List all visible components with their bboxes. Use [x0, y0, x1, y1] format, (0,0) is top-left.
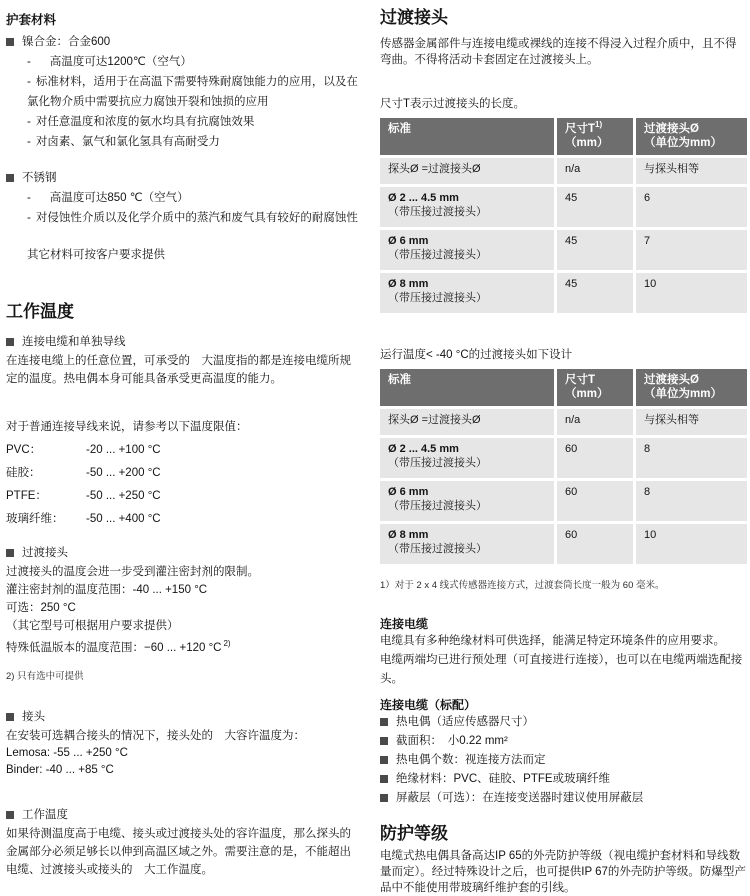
table-cell-size: 60	[557, 438, 633, 478]
dash-bullet-icon: -	[27, 116, 31, 128]
limit-label: 硅胶：	[6, 467, 41, 479]
square-bullet-icon	[6, 174, 14, 182]
dash-bullet-icon: -	[27, 76, 31, 88]
connection-cable-paragraph: 电缆两端均已进行预处理（可直接进行连接），也可以在电缆两端选配接头。	[380, 654, 743, 685]
limit-label: PTFE：	[6, 490, 47, 502]
standard-cable-item-text: 截面积： 小0.22 mm²	[396, 735, 508, 747]
steel-sub-item-text: 对侵蚀性介质以及化学介质中的蒸汽和废气具有较好的耐腐蚀性	[35, 212, 358, 224]
table-cell-standard: Ø 2 ... 4.5 mm （带压接过渡接头）	[380, 187, 554, 227]
nickel-sub-item-text: 标准材料，适用于在高温下需要特殊耐腐蚀能力的应用，以及在氯化物介质中需要抗应力腐蚀开裂和蚀损的应用	[27, 76, 358, 108]
steel-sub-item-text: 高温度可达850 ℃（空气）	[49, 192, 189, 204]
nickel-alloy-label: 镍合金：合金600	[22, 36, 111, 48]
standard-cable-item	[380, 732, 746, 751]
limit-row	[6, 485, 358, 508]
other-materials-note: 其它材料可按客户要求提供	[27, 249, 165, 261]
standard-cable-item	[380, 789, 746, 808]
footnote-2: 2) 只有选中可提供	[6, 671, 84, 682]
size-t-note: 尺寸T表示过渡接头的长度。	[380, 98, 526, 110]
transition-joint-table-standard	[380, 118, 746, 313]
table-cell-diameter: 与探头相等	[636, 409, 747, 435]
table-cell-diameter: 7	[636, 230, 747, 270]
protection-class-heading: 防护等级	[380, 824, 448, 843]
square-bullet-icon	[380, 756, 388, 764]
nickel-sub-item	[6, 72, 358, 112]
working-temperature-heading: 工作温度	[6, 302, 74, 321]
nickel-alloy-item	[6, 32, 358, 52]
nickel-sub-item-text: 对卤素、氯气和氯化氢具有高耐受力	[35, 136, 220, 148]
table-header-size-t	[557, 369, 633, 406]
table-header-standard: 标准	[380, 369, 554, 406]
table-header-diameter	[636, 118, 747, 155]
limit-value: -50 ... +200 °C	[86, 467, 161, 479]
square-bullet-icon	[380, 794, 388, 802]
sheath-material-heading: 护套材料	[6, 13, 57, 27]
standard-cable-item-text: 绝缘材料：PVC、硅胶、PTFE或玻璃纤维	[396, 773, 611, 785]
cable-lead-paragraph: 在连接电缆上的任意位置，可承受的 大温度指的都是连接电缆所规定的温度。热电偶本身可能具备承受更高温度的能力。	[6, 355, 351, 385]
nickel-sub-item	[6, 132, 358, 152]
table-cell-standard: Ø 8 mm （带压接过渡接头）	[380, 273, 554, 313]
cable-lead-label: 连接电缆和单独导线	[22, 336, 126, 348]
square-bullet-icon	[6, 811, 14, 819]
diameter-header-line2: （单位为mm）	[644, 388, 722, 400]
transition-joint-table-lowtemp	[380, 369, 746, 564]
transition-special-line	[6, 639, 358, 657]
table-header-standard: 标准	[380, 118, 554, 155]
table-cell-standard: 探头Ø =过渡接头Ø	[380, 409, 554, 435]
transition-special-text: 特殊低温版本的温度范围：−60 ... +120 °C	[6, 642, 222, 654]
table-cell-size: 60	[557, 481, 633, 521]
table-cell-diameter: 与探头相等	[636, 158, 747, 184]
left-column	[6, 8, 358, 896]
diameter-header-line1: 过渡接头Ø	[644, 123, 699, 135]
standard-cable-item-text: 屏蔽层（可选）：在连接变送器时建议使用屏蔽层	[396, 792, 644, 804]
standard-cable-heading: 连接电缆（标配）	[380, 698, 477, 712]
working-temperature2-item	[6, 805, 358, 825]
limit-row	[6, 462, 358, 485]
dash-bullet-icon: -	[27, 136, 31, 148]
table-cell-standard: Ø 8 mm （带压接过渡接头）	[380, 524, 554, 564]
transition-line: 可选：250 °C	[6, 602, 76, 614]
footnote-1-marker: 1)	[595, 120, 603, 130]
table-cell-standard: 探头Ø =过渡接头Ø	[380, 158, 554, 184]
limits-intro: 对于普通连接导线来说，请参考以下温度限值：	[6, 421, 248, 433]
standard-cable-item	[380, 751, 746, 770]
table-header-diameter	[636, 369, 747, 406]
connector-range: Lemosa: -55 ... +250 °C	[6, 747, 128, 759]
connection-cable-heading: 连接电缆	[380, 617, 429, 631]
table-header-size-t	[557, 118, 633, 155]
connector-label: 接头	[22, 711, 45, 723]
table-cell-size: 60	[557, 524, 633, 564]
table-cell-size: n/a	[557, 158, 633, 184]
dash-bullet-icon: -	[27, 192, 31, 204]
standard-cable-item	[380, 770, 746, 789]
limit-row	[6, 439, 358, 462]
table-cell-size: n/a	[557, 409, 633, 435]
size-t-header-line1: 尺寸$T^{1)}$	[565, 120, 603, 135]
diameter-header-line1: 过渡接头Ø	[644, 374, 699, 386]
low-temperature-note: 运行温度< -40 °C的过渡接头如下设计	[380, 349, 573, 361]
square-bullet-icon	[380, 718, 388, 726]
table-cell-diameter: 6	[636, 187, 747, 227]
nickel-sub-item-text: 对任意温度和浓度的氨水均具有抗腐蚀效果	[35, 116, 255, 128]
transition-joint-heading: 过渡接头	[380, 8, 448, 27]
connector-range: Binder: -40 ... +85 °C	[6, 764, 114, 776]
nickel-sub-item	[6, 52, 358, 72]
transition-joint-label: 过渡接头	[22, 547, 68, 559]
square-bullet-icon	[6, 338, 14, 346]
table-cell-diameter: 10	[636, 524, 747, 564]
dash-bullet-icon: -	[27, 56, 31, 68]
protection-class-paragraph: 电缆式热电偶具备高达IP 65的外壳防护等级（视电缆护套材料和导线数量而定）。经过特殊设计之后，也可提供IP 67的外壳防护等级。防爆型产品中不能使用带玻璃纤维护套的引线。	[380, 850, 746, 894]
table-cell-size: 45	[557, 187, 633, 227]
table-cell-size: 45	[557, 230, 633, 270]
size-t-header-line2: （mm）	[565, 137, 609, 149]
footnote-1: 1）对于 2 x 4 线式传感器连接方式，过渡套筒长度一般为 60 毫米。	[380, 580, 665, 591]
standard-cable-item-text: 热电偶（适应传感器尺寸）	[396, 716, 534, 728]
connection-cable-paragraph: 电缆具有多种绝缘材料可供选择，能满足特定环境条件的应用要求。	[380, 635, 725, 647]
diameter-header-line2: （单位为mm）	[644, 137, 722, 149]
size-t-header-line1: 尺寸T	[565, 374, 596, 386]
limit-label: 玻璃纤维：	[6, 513, 64, 525]
stainless-steel-label: 不锈钢	[22, 172, 57, 184]
standard-cable-list	[380, 713, 746, 808]
nickel-sub-item-text: 高温度可达1200℃（空气）	[49, 56, 192, 68]
limit-value: -50 ... +250 °C	[86, 490, 161, 502]
table-cell-diameter: 10	[636, 273, 747, 313]
working-temperature2-label: 工作温度	[22, 809, 68, 821]
standard-cable-item-text: 热电偶个数：视连接方法而定	[396, 754, 546, 766]
square-bullet-icon	[380, 737, 388, 745]
stainless-steel-item	[6, 168, 358, 188]
cable-lead-item	[6, 332, 358, 352]
square-bullet-icon	[6, 38, 14, 46]
standard-cable-item	[380, 713, 746, 732]
table-cell-diameter: 8	[636, 481, 747, 521]
temperature-limits-block	[6, 416, 358, 531]
working-temperature2-paragraph: 如果待测温度高于电缆、接头或过渡接头处的容许温度，那么探头的金属部分必须足够长以伸到高温区域之外。需要注意的是，不能超出电缆、过渡接头或接头的 大工作温度。	[6, 828, 351, 876]
table-cell-standard: Ø 2 ... 4.5 mm （带压接过渡接头）	[380, 438, 554, 478]
square-bullet-icon	[6, 713, 14, 721]
limit-value: -20 ... +100 °C	[86, 444, 161, 456]
connector-paragraph: 在安装可选耦合接头的情况下，接头处的 大容许温度为：	[6, 730, 305, 742]
table-cell-standard: Ø 6 mm （带压接过渡接头）	[380, 481, 554, 521]
size-t-header-line2: （mm）	[565, 388, 609, 400]
limit-label: PVC：	[6, 444, 42, 456]
square-bullet-icon	[380, 775, 388, 783]
connector-item	[6, 707, 358, 727]
steel-sub-item	[6, 188, 358, 208]
dash-bullet-icon: -	[27, 212, 31, 224]
table-cell-standard: Ø 6 mm （带压接过渡接头）	[380, 230, 554, 270]
transition-line: 过渡接头的温度会进一步受到灌注密封剂的限制。	[6, 566, 259, 578]
square-bullet-icon	[6, 549, 14, 557]
footnote-2-marker: 2)	[223, 639, 231, 649]
limit-row	[6, 508, 358, 531]
transition-joint-item	[6, 543, 358, 563]
limit-value: -50 ... +400 °C	[86, 513, 161, 525]
nickel-sub-item	[6, 112, 358, 132]
right-column	[380, 8, 746, 896]
transition-line: （其它型号可根据用户要求提供）	[6, 620, 179, 632]
transition-joint-intro: 传感器金属部件与连接电缆或裸线的连接不得浸入过程介质中，且不得弯曲。不得将活动卡套固定在过渡接头上。	[380, 38, 737, 66]
transition-line: 灌注密封剂的温度范围：-40 ... +150 °C	[6, 584, 208, 596]
table-cell-diameter: 8	[636, 438, 747, 478]
table-cell-size: 45	[557, 273, 633, 313]
steel-sub-item	[6, 208, 358, 228]
